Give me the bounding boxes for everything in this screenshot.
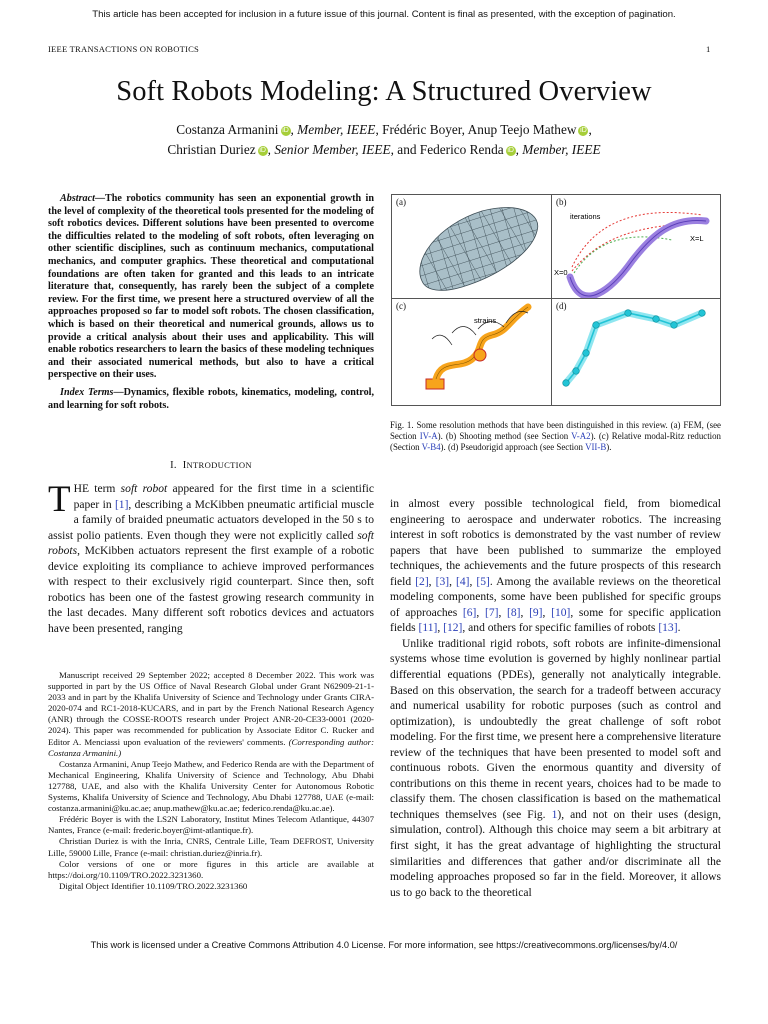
abstract-label: Abstract bbox=[60, 193, 95, 204]
modal-ritz-illustration bbox=[392, 299, 552, 405]
drop-cap: T bbox=[48, 479, 71, 520]
citation-link[interactable]: [7] bbox=[484, 606, 499, 619]
citation-link[interactable]: [4] bbox=[455, 575, 470, 588]
orcid-icon[interactable]: iD bbox=[259, 147, 266, 154]
first-page-footnote: Manuscript received 29 September 2022; accepted 8 December 2022. This work was supported in part by the US Office of Naval Research Global under Grant N62909-21-1-2033 and in part by the Khalifa University of Science and Technology under Grants CIRA-2020-074 and RC1-2018-KUCARS, and in part by the French National Research Agency (ANR) through the COSSE-ROOTS research under Project ANR-20-CE33-0001 (2020-2024). This paper was recommended for publication by Associate Editor C. Rucker and Editor A. Menciassi upon evaluation of the reviewers' comments. (Corresponding author: Costanza Armanini.) Costanza Armanini, Anup Teejo Mathew, and Federico Renda are with the Department of Mechanical Engineering, Khalifa University of Science and Technology, Abu Dhabi 127788, UAE, and also with the Khalifa University Center for Autonomous Robotic Systems, Khalifa University of Science and Technology, Abu Dhabi 127788, UAE (e-mail: costanza.armanini@ku.ac.ae; anup.mathew@ku.ac.ae; federico.renda@ku.ac.ae). Frédéric Boyer is with the LS2N Laboratory, Institut Mines Telecom Atlantique, 44307 Nantes, France (e-mail: frederic.boyer@imt-atlantique.fr). Christian Duriez is with the Inria, CNRS, Centrale Lille, Team DEFROST, University Lille, 59000 Lille, France (e-mail: christian.duriez@inria.fr). Color versions of one or more figures in this article are available at https://doi.org/10.1109/TRO.2022.3231360. Digital Object Identifier 10.1109/TRO.2022.3231360 bbox=[48, 670, 375, 891]
orcid-icon[interactable]: iD bbox=[282, 127, 289, 134]
citation-link[interactable]: [2] bbox=[415, 575, 429, 588]
abstract bbox=[48, 193, 374, 412]
figure-panel-a: (a) bbox=[391, 194, 553, 300]
author-list: Costanza Armanini iD , Member, IEEE, Frédéric Boyer, Anup Teejo Mathew iD , Christian Duriez iD , Senior Member, IEEE, and Federico Renda iD , Member, IEEE bbox=[167, 122, 601, 157]
citation-link[interactable]: [9] bbox=[529, 606, 543, 619]
figure-panel-c: (c) strains bbox=[391, 298, 553, 406]
figure-1 bbox=[391, 194, 721, 404]
intro-column-left: THE term soft robot appeared for the first time in a scientific paper in [1], describing a McKibben pneumatic artificial muscle a family of braided pneumatic actuators developed in the 50 s to assist polio patients. Even though they were not explicitly called soft robots, McKibben actuators represent the first example of a robotic device exploiting its compliance to achieve improved performances with respect to their exclusively rigid counterpart. Since then, soft robotics has been one of the fastest growing research community in the last decades. Many different soft robotics devices and actuators have been presented, ranging bbox=[48, 479, 374, 635]
author-name: , Frédéric Boyer, Anup Teejo Mathew bbox=[375, 122, 577, 137]
index-terms-label: Index Terms bbox=[60, 386, 114, 398]
orcid-icon[interactable]: iD bbox=[507, 147, 514, 154]
citation-link[interactable]: [10] bbox=[551, 606, 571, 619]
orcid-icon[interactable]: iD bbox=[580, 127, 587, 134]
author-role: , Member, IEEE bbox=[515, 142, 601, 157]
section-link[interactable]: IV-A bbox=[419, 431, 438, 441]
shooting-method-illustration bbox=[552, 195, 720, 299]
fem-mesh-illustration bbox=[392, 195, 552, 299]
paper-title: Soft Robots Modeling: A Structured Overview bbox=[116, 76, 652, 107]
acceptance-notice: This article has been accepted for inclusion in a future issue of this journal. Content is final as presented, with the exception of pagination. bbox=[92, 9, 676, 20]
citation-link[interactable]: [11] bbox=[418, 622, 438, 635]
x0-label: X=0 bbox=[554, 268, 568, 277]
pseudorigid-illustration bbox=[552, 299, 720, 405]
citation-link[interactable]: [13] bbox=[658, 622, 678, 635]
citation-link[interactable]: [12] bbox=[443, 622, 463, 635]
author-name: Christian Duriez bbox=[167, 142, 256, 157]
figure-link[interactable]: 1 bbox=[551, 808, 558, 821]
strains-label: strains bbox=[474, 316, 497, 325]
citation-link[interactable]: [8] bbox=[507, 606, 521, 619]
section-heading: I. INTRODUCTION bbox=[170, 460, 252, 471]
figure-panel-d: (d) bbox=[551, 298, 721, 406]
figure-1-caption: Fig. 1. Some resolution methods that have been distinguished in this review. (a) FEM, (see Section IV-A). (b) Shooting method (see Section V-A2). (c) Relative modal-Ritz reduction (Section V-B4). (d) Pseudorigid approach (see Section VII-B). bbox=[390, 420, 721, 452]
citation-link[interactable]: [1] bbox=[114, 498, 129, 511]
page-number: 1 bbox=[706, 44, 711, 54]
section-link[interactable]: VII-B bbox=[585, 442, 607, 452]
running-head: IEEE TRANSACTIONS ON ROBOTICS bbox=[48, 44, 200, 54]
section-link[interactable]: V-B4 bbox=[421, 442, 441, 452]
author-role: , Senior Member, IEEE bbox=[267, 142, 391, 157]
author-name: , and Federico Renda bbox=[390, 142, 504, 157]
intro-column-right: in almost every possible technological field, from biomedical engineering to aerospace and underwater robotics. The increasing interest in soft robotics is demonstrated by the vast number of review papers that have been published to summarize the employed techniques, the achievements and the future prospects of this research field [2], [3], [4], [5]. Among the available reviews on the theoretical modeling components, some have been published for specific groups of approaches [6], [7], [8], [9], [10], some for specific application fields [11], [12], and others for specific families of robots [13]. Unlike traditional rigid robots, soft robots are infinite-dimensional systems whose time evolution is governed by highly nonlinear partial differential equations (PDEs), generally not analytically integrable. Based on this observation, the search for a tradeoff between accuracy and numerical usability for robotic purposes (such as control and optimization), is undoubtedly the great challenge of soft robot modeling. For the first time, we present here a comprehensive literature review of the techniques that have been presented to model soft and continuous robots. Given the enormous quantity and diversity of contributions on this theme in recent years, choices had to be made to classify them. The chosen classification is based on the mathematical techniques themselves (see Fig. 1), and not on their uses (design, simulation, control). Although this choice may seem a bit arbitrary at first sight, it has the great advantage of highlighting the structural similarities and differences that gather and/or discriminate all the modeling approaches proposed so far in the field. Moreover, it allows us to go back to the theoretical bbox=[390, 498, 722, 899]
author-name: Costanza Armanini bbox=[176, 122, 279, 137]
abstract-text: —The robotics community has seen an exponential growth in the level of complexity of the theoretical tools presented for the modeling of soft robotics devices. Different solutions have been presented to overcome the difficulties related to the modeling of soft robots, often leveraging on other scientific disciplines, such as continuum mechanics, computational mechanics, and computer graphics. These theoretical and computational foundations are often taken for granted and this leads to an intricate literature that, consequently, has rarely been the subject of a complete review. For the first time, we present here a structured overview of all the approaches proposed so far to model soft robots. The chosen classification, which is based on their theoretical and numerical grounds, allows us to provide a critical analysis about their uses and applicability. This will enable robotics researchers to learn the basics of these modeling techniques and their associated numerical methods, but also to have a critical perspective on their uses. bbox=[48, 193, 374, 381]
figure-panel-b: (b) iterations X=0 X=L bbox=[551, 194, 721, 300]
section-link[interactable]: V-A2 bbox=[571, 431, 591, 441]
citation-link[interactable]: [6] bbox=[462, 606, 477, 619]
iterations-label: iterations bbox=[570, 212, 601, 221]
license-notice: This work is licensed under a Creative Commons Attribution 4.0 License. For more information, see https://creativecommons.org/licenses/by/4.0/ bbox=[90, 940, 678, 950]
index-terms-text: —Dynamics, flexible robots, kinematics, modeling, control, and learning for soft robots. bbox=[48, 386, 374, 411]
author-role: , Member, IEEE bbox=[290, 122, 376, 137]
citation-link[interactable]: [3] bbox=[435, 575, 450, 588]
citation-link[interactable]: [5] bbox=[476, 575, 490, 588]
xl-label: X=L bbox=[690, 234, 704, 243]
